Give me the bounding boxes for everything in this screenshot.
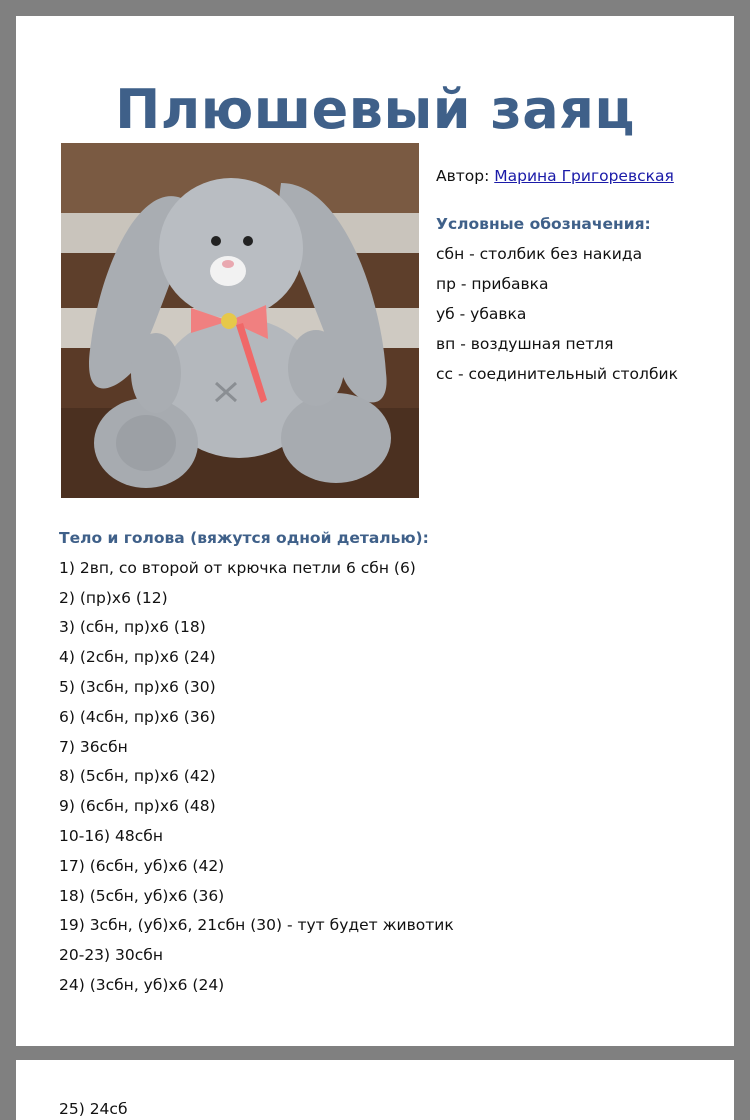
section-title: Тело и голова (вяжутся одной деталью):	[59, 529, 429, 547]
legend-item: вп - воздушная петля	[436, 335, 614, 353]
author-link[interactable]: Марина Григоревская	[494, 167, 674, 185]
pattern-row: 19) 3сбн, (уб)х6, 21сбн (30) - тут будет животик	[59, 916, 454, 935]
pattern-row: 6) (4сбн, пр)х6 (36)	[59, 707, 216, 726]
legend-item: сс - соединительный столбик	[436, 365, 678, 383]
pattern-row: 5) (3сбн, пр)х6 (30)	[59, 677, 216, 696]
document-page	[16, 16, 734, 1046]
author-label: Автор:	[436, 167, 490, 185]
legend-list	[436, 239, 678, 389]
pattern-row: 1) 2вп, со второй от крючка петли 6 сбн (6)	[59, 558, 416, 577]
info-panel	[436, 161, 678, 389]
pattern-row: 4) (2сбн, пр)х6 (24)	[59, 648, 216, 667]
pattern-row: 9) (6сбн, пр)х6 (48)	[59, 797, 216, 816]
legend-item: пр - прибавка	[436, 275, 549, 293]
next-page	[16, 1060, 734, 1120]
page-title: Плюшевый заяц	[115, 78, 635, 141]
legend-title: Условные обозначения:	[436, 215, 651, 233]
pattern-row: 7) 36сбн	[59, 737, 128, 756]
pattern-row: 20-23) 30сбн	[59, 946, 163, 965]
body-head-section	[59, 524, 454, 1001]
pattern-row: 3) (сбн, пр)х6 (18)	[59, 618, 206, 637]
legend-item: уб - убавка	[436, 305, 527, 323]
pattern-row: 17) (6сбн, уб)х6 (42)	[59, 856, 225, 875]
pattern-row: 24) (3сбн, уб)х6 (24)	[59, 975, 225, 994]
pattern-row: 2) (пр)х6 (12)	[59, 588, 168, 607]
next-page-fragment: 25) 24сб	[59, 1100, 128, 1118]
pattern-row: 8) (5сбн, пр)х6 (42)	[59, 767, 216, 786]
pattern-row: 18) (5сбн, уб)х6 (36)	[59, 886, 225, 905]
pattern-row: 10-16) 48сбн	[59, 826, 163, 845]
legend-item: сбн - столбик без накида	[436, 245, 643, 263]
author-line	[436, 161, 678, 191]
bunny-photo	[61, 143, 419, 498]
pattern-rows	[59, 554, 454, 1001]
